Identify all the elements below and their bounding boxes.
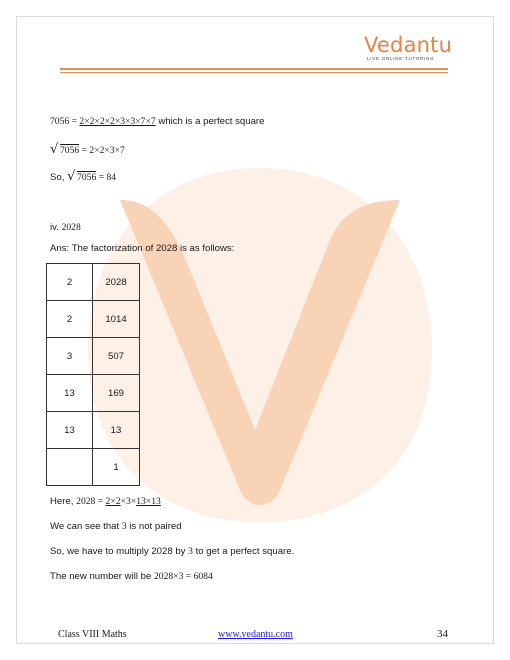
sqrt-result: = 2×2×3×7 — [79, 145, 125, 156]
answer-intro: Ans: The factorization of 2028 is as follows: — [50, 243, 235, 254]
factorization-table — [46, 263, 140, 486]
multiply-value: 3 — [188, 546, 193, 557]
new-number — [50, 571, 213, 582]
divisor-cell: 3 — [47, 338, 93, 375]
radicand: 7056 — [77, 172, 97, 183]
section-label: iv. — [50, 222, 59, 233]
seen-value: 3 — [121, 521, 127, 532]
logo-text: Vedantu — [364, 33, 453, 57]
divisor-cell: 13 — [47, 375, 93, 412]
dividend-cell: 2028 — [93, 264, 140, 301]
header-rule-thin — [60, 72, 448, 73]
vedantu-logo — [364, 33, 453, 61]
dividend-cell: 1 — [93, 449, 140, 486]
multiply-suffix: to get a perfect square. — [192, 546, 295, 557]
section-heading — [50, 222, 81, 233]
here-equation — [50, 496, 161, 507]
divisor-cell: 2 — [47, 264, 93, 301]
table-row — [47, 412, 140, 449]
multiply-prefix: So, we have to multiply 2028 by — [50, 546, 189, 557]
eq-lhs: 7056 = — [50, 116, 80, 127]
seen-suffix: is not paired — [126, 521, 182, 532]
multiply-note — [50, 546, 294, 557]
seen-prefix: We can see that — [50, 521, 122, 532]
sqrt-symbol: √ 7056 — [50, 142, 80, 157]
logo-tagline: LIVE ONLINE TUTORING — [367, 56, 435, 61]
paired-factors-13: 13×13 — [136, 496, 161, 507]
table-row — [47, 338, 140, 375]
newnum-equation: 2028×3 = 6084 — [153, 571, 213, 582]
table-row — [47, 375, 140, 412]
table-row — [47, 301, 140, 338]
equation-sqrt-7056 — [50, 142, 125, 157]
radicand: 7056 — [60, 145, 80, 156]
unpaired-factor: ×3× — [120, 496, 137, 507]
here-lhs: 2028 = — [76, 496, 106, 507]
eq-factors: 2×2×2×2×3×3×7×7 — [79, 116, 156, 127]
newnum-prefix: The new number will be — [50, 571, 154, 582]
sqrt-symbol: √ 7056 — [67, 169, 97, 184]
divisor-cell: 13 — [47, 412, 93, 449]
equation-7056-factorization — [50, 116, 264, 127]
eq-note: which is a perfect square — [155, 116, 265, 127]
divisor-cell: 2 — [47, 301, 93, 338]
divisor-cell — [47, 449, 93, 486]
sqrt-value: = 84 — [96, 172, 117, 183]
conclusion-sqrt-7056 — [50, 169, 117, 184]
unpaired-note — [50, 521, 182, 532]
dividend-cell: 169 — [93, 375, 140, 412]
footer-class-label: Class VIII Maths — [58, 629, 127, 640]
footer-website-link[interactable]: www.vedantu.com — [218, 629, 293, 640]
paired-factors-2: 2×2 — [105, 496, 121, 507]
section-number: 2028 — [61, 222, 81, 233]
footer-page-number: 34 — [437, 628, 448, 640]
table-row — [47, 449, 140, 486]
dividend-cell: 507 — [93, 338, 140, 375]
dividend-cell: 1014 — [93, 301, 140, 338]
so-prefix: So, — [50, 172, 68, 183]
header-rule — [60, 68, 448, 70]
table-row — [47, 264, 140, 301]
dividend-cell: 13 — [93, 412, 140, 449]
here-prefix: Here, — [50, 496, 77, 507]
